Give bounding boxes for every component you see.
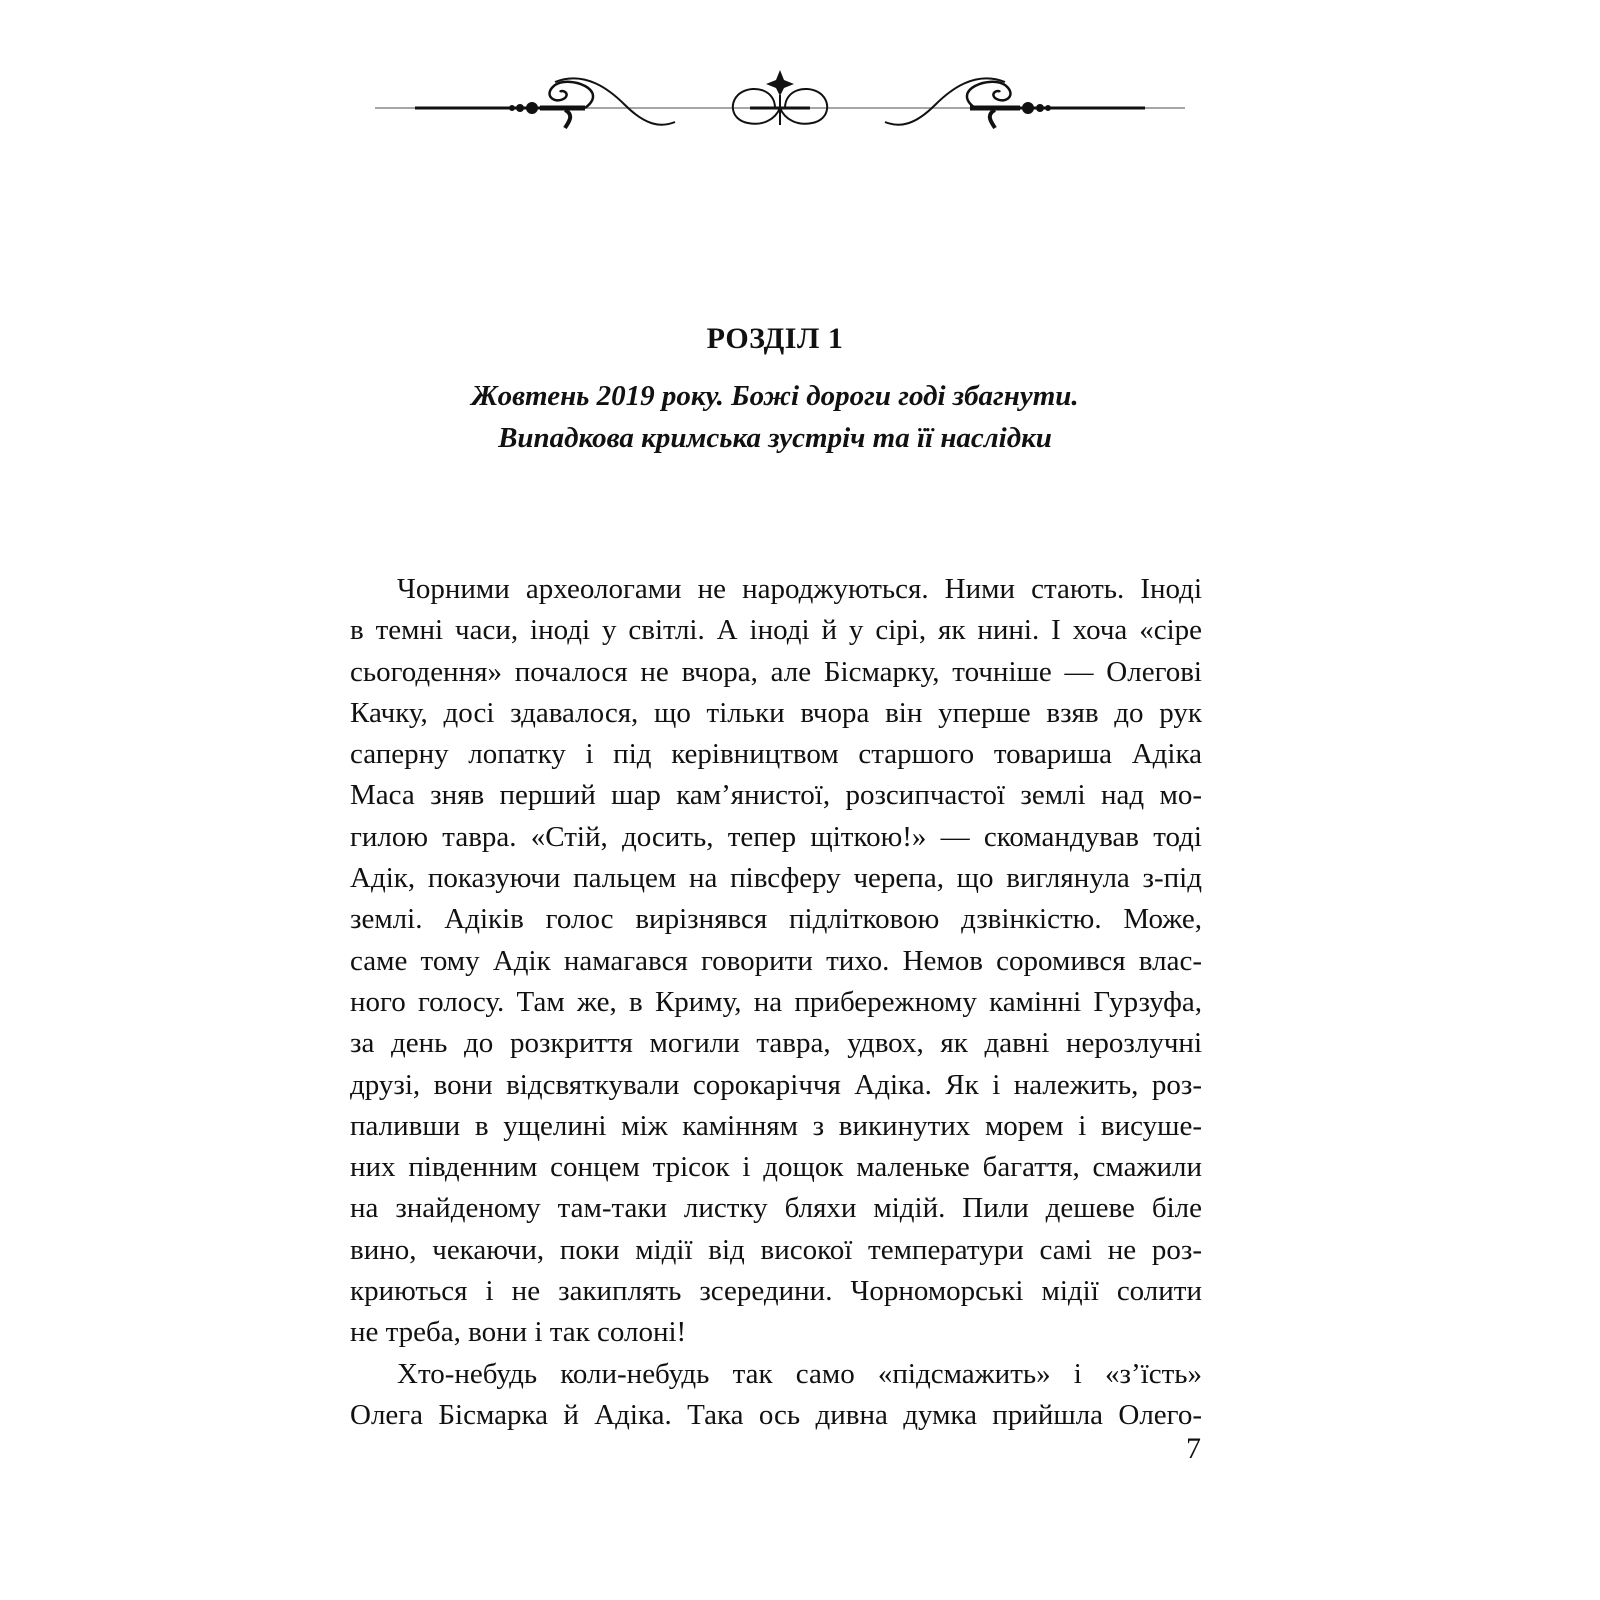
text-line: гилою тавра. «Стій, досить, тепер щіткою!» — скомандував тоді	[350, 820, 1202, 853]
text-line: саперну лопатку і під керівництвом старшого товариша Адіка	[350, 738, 1202, 771]
text-line: за день до розкриття могили тавра, удвох, як давні нерозлучні	[350, 1027, 1202, 1060]
body-text	[350, 569, 1202, 1436]
chapter-subtitle	[0, 376, 1550, 459]
text-line: сьогодення» почалося не вчора, але Бісмарку, точніше — Олегові	[350, 655, 1202, 688]
text-line: на знайденому там-таки листку бляхи мідій. Пили дешеве біле	[350, 1192, 1202, 1225]
text-line: Олега Бісмарка й Адіка. Така ось дивна думка прийшла Олего-	[350, 1398, 1202, 1431]
text-line: Хто-небудь коли-небудь так само «підсмажить» і «з’їсть»	[397, 1357, 1202, 1390]
text-line: Маса зняв перший шар кам’янистої, розсипчастої землі над мо-	[350, 779, 1202, 812]
text-line: Адік, показуючи пальцем на півсферу черепа, що виглянула з-під	[350, 862, 1202, 895]
text-line: Качку, досі здавалося, що тільки вчора він уперше взяв до рук	[350, 696, 1202, 729]
subtitle-line: Випадкова кримська зустріч та її наслідки	[498, 421, 1052, 454]
text-line: них південним сонцем трісок і дощок маленьке багаття, смажили	[350, 1151, 1202, 1184]
page-number: 7	[1186, 1432, 1201, 1465]
text-line: друзі, вони відсвяткували сорокаріччя Адіка. Як і належить, роз-	[350, 1068, 1202, 1101]
text-line: землі. Адіків голос вирізнявся підлітковою дзвінкістю. Може,	[350, 903, 1202, 936]
text-line: вино, чекаючи, поки мідії від високої температури самі не роз-	[350, 1233, 1202, 1266]
text-line: в темні часи, іноді у світлі. А іноді й у сірі, як нині. І хоча «сіре	[350, 614, 1202, 647]
subtitle-line: Жовтень 2019 року. Божі дороги годі збагнути.	[471, 380, 1079, 412]
text-line: паливши в ущелині між камінням з викинутих морем і висуше-	[350, 1109, 1202, 1142]
flourish-divider-icon	[370, 60, 1190, 140]
text-line: криються і не закиплять зсередини. Чорноморські мідії солити	[350, 1275, 1202, 1308]
text-line: ного голосу. Там же, в Криму, на прибережному камінні Гурзуфа,	[350, 985, 1202, 1018]
chapter-heading: РОЗДІЛ 1	[706, 322, 844, 355]
text-line: Чорними археологами не народжуються. Ними стають. Іноді	[397, 573, 1202, 605]
text-line: не треба, вони і так солоні!	[350, 1316, 687, 1349]
text-line: саме тому Адік намагався говорити тихо. Немов соромився влас-	[350, 944, 1202, 977]
